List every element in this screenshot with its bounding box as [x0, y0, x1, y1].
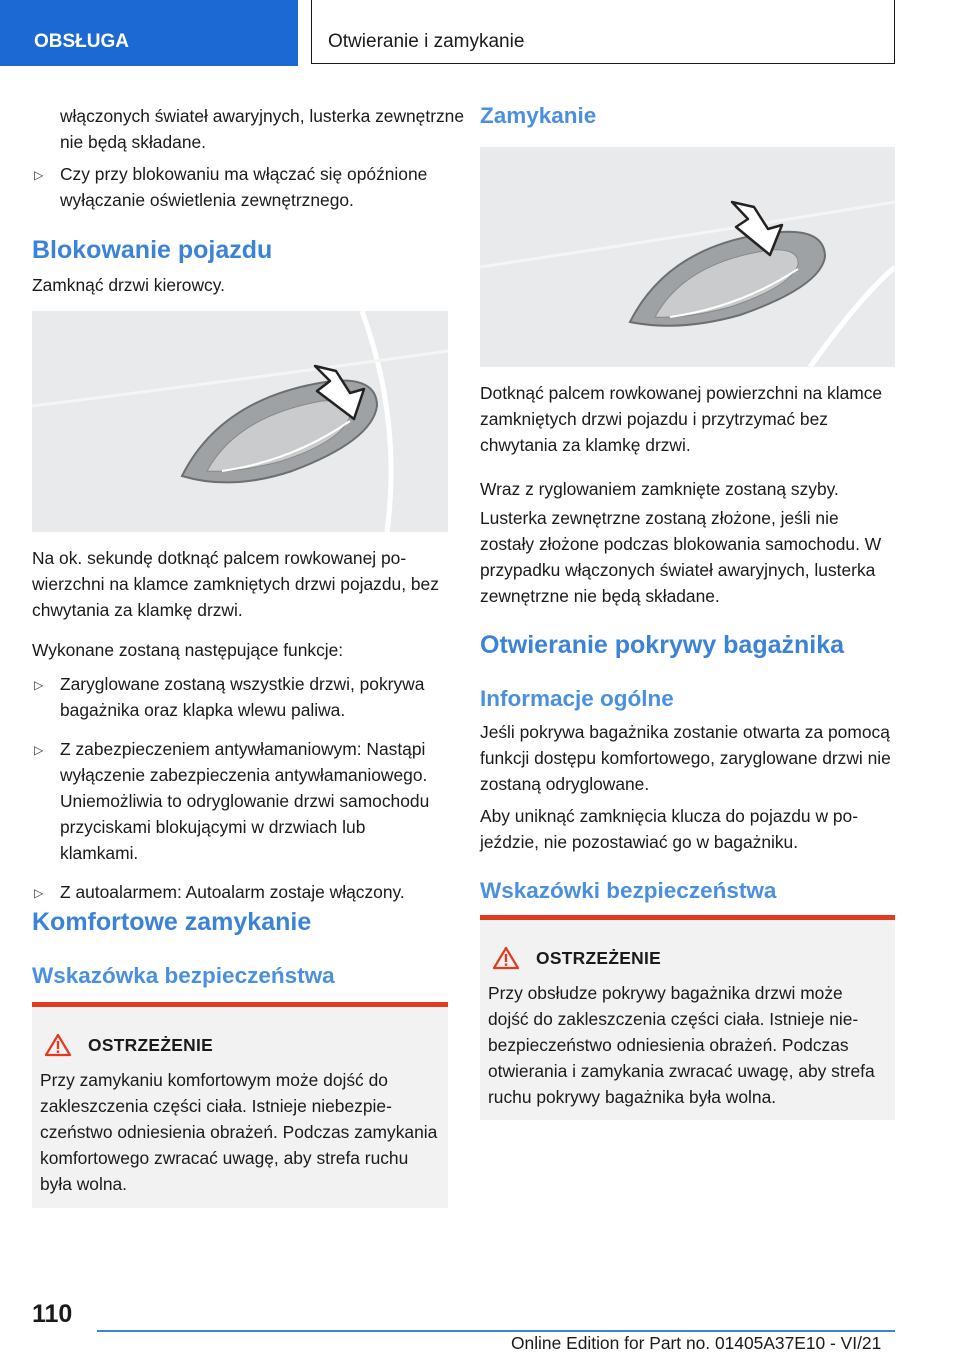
warning-text: Przy zamykaniu komfortowym może dojść do zakleszczenia części ciała. Istnieje niebezpieczeństwo odniesienia obrażeń. Podczas zamykania komfortowego zwracać uwagę, aby strefa ruchu była wolna.	[40, 1070, 438, 1194]
warning-text: Przy obsłudze pokrywy bagażnika drzwi może dojść do zakleszczenia części ciała. Istnieje niebezpieczeństwo odniesienia obrażeń. Podczas otwierania i zamykania zwracać uwagę, aby strefa ruchu pokrywy bagażnika była wolna.	[488, 983, 875, 1107]
paragraph-touch-close: Dotknąć palcem rowkowanej powierzchni na klamce zamkniętych drzwi pojazdu i przytrzymać bez chwytania za klamkę drzwi.	[480, 383, 883, 455]
continued-text: włączonych świateł awaryjnych, lusterka zewnętrzne nie będą składane.	[60, 106, 465, 152]
warning-box-right	[480, 915, 895, 1120]
section-label: OBSŁUGA	[34, 31, 129, 52]
heading-safety-note: Wskazówka bezpieczeństwa	[32, 963, 335, 988]
door-handle-figure-left	[32, 311, 448, 532]
bullet-list-functions	[32, 671, 448, 918]
triangle-right-icon: ▷	[34, 743, 44, 757]
door-handle-illustration	[480, 147, 895, 367]
heading-comfort-close: Komfortowe zamykanie	[32, 908, 312, 936]
bullet-list-top	[32, 161, 448, 226]
list-item-text: Zaryglowane zostaną wszystkie drzwi, pokrywa bagażnika oraz klapka wlewu paliwa.	[60, 674, 425, 720]
footer-divider	[97, 1330, 895, 1332]
list-item	[32, 161, 448, 213]
heading-safety-notes: Wskazówki bezpieczeństwa	[480, 878, 777, 903]
paragraph-mirrors: Lusterka zewnętrzne zostaną złożone, jeśli nie zostały złożone podczas blokowania samochodu. W przypadku włączonych świateł awaryjnych, lusterka zewnętrzne nie będą składane.	[480, 508, 882, 606]
list-item-text: Z zabezpieczeniem antywłamaniowym: Nastąpi wyłączenie zabezpieczenia antywłamaniowego. Uniemożliwia to odryglowanie drzwi samochodu przyciskami blokującymi w drzwiach lub klamkami.	[60, 739, 430, 863]
door-handle-figure-right	[480, 147, 895, 367]
list-item	[32, 879, 448, 905]
footer-edition: Online Edition for Part no. 01405A37E10 - VI/21	[511, 1333, 882, 1353]
heading-general-info: Informacje ogólne	[480, 686, 674, 711]
paragraph-general-2: Aby uniknąć zamknięcia klucza do pojazdu w pojeździe, nie pozostawiać go w bagażniku.	[480, 806, 858, 852]
paragraph-functions: Wykonane zostaną następujące funkcje:	[32, 640, 344, 660]
warning-title: OSTRZEŻENIE	[88, 1034, 214, 1055]
warning-header	[488, 946, 885, 970]
triangle-right-icon: ▷	[34, 678, 44, 692]
paragraph-general-1: Jeśli pokrywa bagażnika zostanie otwarta za pomocą funkcji dostępu komfortowego, zaryglowane drzwi nie zostaną odryglowane.	[480, 722, 891, 794]
warning-triangle-icon	[492, 946, 520, 970]
paragraph-close-door: Zamknąć drzwi kierowcy.	[32, 275, 225, 295]
paragraph-touch-lock: Na ok. sekundę dotknąć palcem rowkowanej powierzchni na klamce zamkniętych drzwi pojazdu, bez chwytania za klamkę drzwi.	[32, 548, 439, 620]
paragraph-windows: Wraz z ryglowaniem zamknięte zostaną szyby.	[480, 479, 839, 499]
page-number: 110	[32, 1300, 73, 1328]
warning-header	[40, 1033, 438, 1057]
warning-title: OSTRZEŻENIE	[536, 947, 662, 968]
heading-lock-vehicle: Blokowanie pojazdu	[32, 236, 273, 264]
list-item-text: Z autoalarmem: Autoalarm zostaje włączony.	[60, 882, 405, 902]
heading-open-trunk: Otwieranie pokrywy bagażnika	[480, 631, 845, 659]
list-item-text: Czy przy blokowaniu ma włączać się opóźnione wyłączanie oświetlenia zewnętrznego.	[60, 164, 428, 210]
heading-closing: Zamykanie	[480, 103, 597, 128]
warning-triangle-icon	[44, 1033, 72, 1057]
triangle-right-icon: ▷	[34, 886, 44, 900]
chapter-title: Otwieranie i zamykanie	[328, 31, 525, 52]
triangle-right-icon: ▷	[34, 168, 44, 182]
list-item	[32, 736, 448, 866]
list-item	[32, 671, 448, 723]
chapter-title-box	[311, 0, 895, 64]
section-tab	[0, 0, 298, 66]
door-handle-illustration	[32, 311, 448, 532]
warning-box-left	[32, 1002, 448, 1208]
